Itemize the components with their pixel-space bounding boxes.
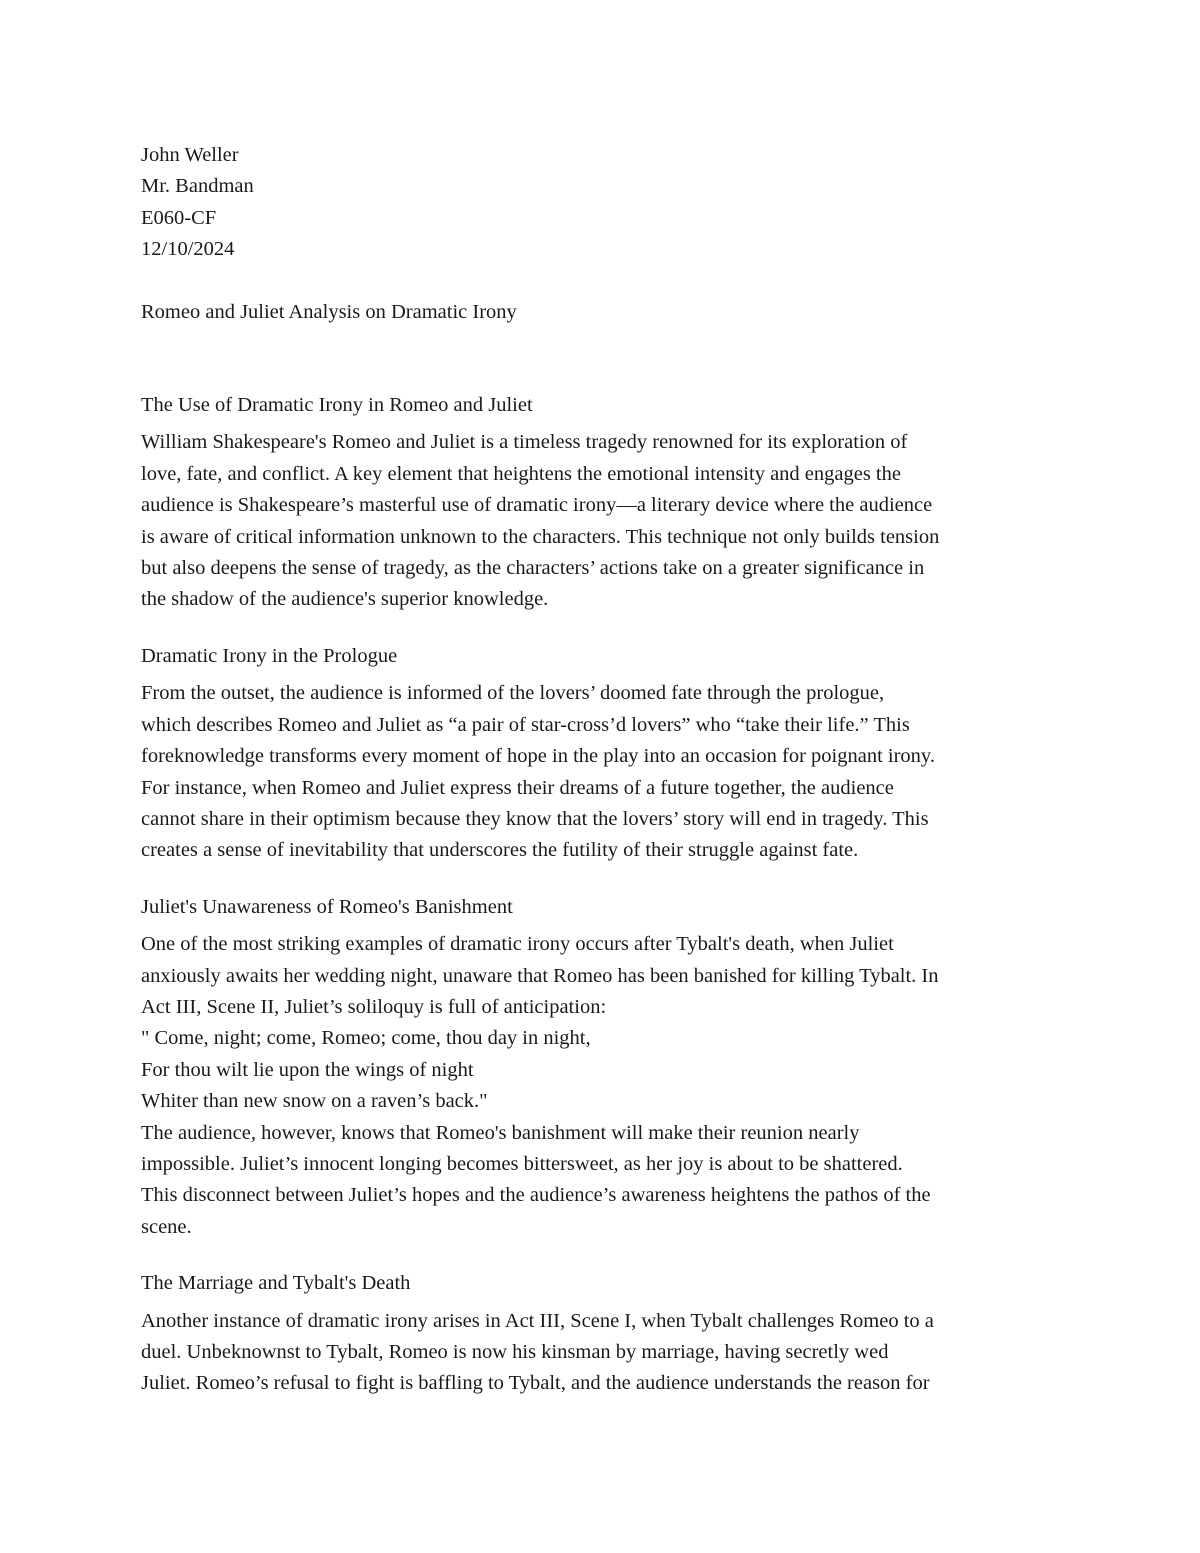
- section-heading: The Marriage and Tybalt's Death: [141, 1272, 411, 1295]
- paragraph-line: love, fate, and conflict. A key element that heightens the emotional intensity and engages the: [141, 462, 901, 485]
- quote-line: " Come, night; come, Romeo; come, thou day in night,: [141, 1027, 591, 1050]
- section-2: [141, 641, 1071, 867]
- paragraph: [141, 929, 1071, 1243]
- section-heading: The Use of Dramatic Irony in Romeo and Juliet: [141, 394, 533, 417]
- section-3: [141, 892, 1071, 1243]
- quote-line: For thou wilt lie upon the wings of night: [141, 1058, 474, 1081]
- paragraph-line: One of the most striking examples of dramatic irony occurs after Tybalt's death, when Juliet: [141, 933, 894, 956]
- paragraph-line: The audience, however, knows that Romeo's banishment will make their reunion nearly: [141, 1121, 860, 1144]
- document-title: Romeo and Juliet Analysis on Dramatic Irony: [141, 300, 517, 323]
- paragraph: [141, 1306, 1071, 1400]
- paragraph-line: audience is Shakespeare’s masterful use of dramatic irony—a literary device where the audience: [141, 494, 933, 517]
- paragraph-line: Act III, Scene II, Juliet’s soliloquy is full of anticipation:: [141, 995, 607, 1018]
- paragraph-line: scene.: [141, 1215, 192, 1238]
- document-date: 12/10/2024: [141, 238, 235, 261]
- paragraph-line: creates a sense of inevitability that underscores the futility of their struggle against fate.: [141, 839, 859, 862]
- quote-line: Whiter than new snow on a raven’s back.": [141, 1090, 488, 1113]
- section-4: [141, 1268, 1071, 1400]
- course-code: E060-CF: [141, 206, 217, 229]
- paragraph-line: This disconnect between Juliet’s hopes and the audience’s awareness heightens the pathos of the: [141, 1184, 931, 1207]
- teacher-name: Mr. Bandman: [141, 175, 254, 198]
- paragraph-line: For instance, when Romeo and Juliet express their dreams of a future together, the audience: [141, 776, 894, 799]
- paragraph-line: impossible. Juliet’s innocent longing becomes bittersweet, as her joy is about to be shattered.: [141, 1152, 903, 1175]
- paragraph-line: cannot share in their optimism because they know that the lovers’ story will end in tragedy. This: [141, 807, 929, 830]
- paragraph-line: Another instance of dramatic irony arises in Act III, Scene I, when Tybalt challenges Romeo to a: [141, 1309, 934, 1332]
- paragraph-line: foreknowledge transforms every moment of hope in the play into an occasion for poignant irony.: [141, 745, 935, 768]
- paragraph-line: the shadow of the audience's superior knowledge.: [141, 588, 549, 611]
- paragraph: [141, 678, 1071, 866]
- section-heading: Dramatic Irony in the Prologue: [141, 644, 398, 667]
- paragraph-line: William Shakespeare's Romeo and Juliet is a timeless tragedy renowned for its exploration of: [141, 431, 908, 454]
- paragraph-line: anxiously awaits her wedding night, unaware that Romeo has been banished for killing Tybalt. In: [141, 964, 939, 987]
- author-name: John Weller: [141, 144, 239, 166]
- paragraph-line: which describes Romeo and Juliet as “a pair of star-cross’d lovers” who “take their life.” This: [141, 713, 910, 736]
- header-block: [141, 140, 1071, 266]
- section-heading: Juliet's Unawareness of Romeo's Banishment: [141, 895, 513, 918]
- paragraph-line: but also deepens the sense of tragedy, as the characters’ actions take on a greater significance in: [141, 557, 925, 580]
- paragraph-line: is aware of critical information unknown to the characters. This technique not only builds tension: [141, 525, 940, 548]
- paragraph-line: Juliet. Romeo’s refusal to fight is baffling to Tybalt, and the audience understands the reason for: [141, 1372, 930, 1395]
- document-page: [141, 140, 1071, 1400]
- paragraph: [141, 427, 1071, 615]
- paragraph-line: duel. Unbeknownst to Tybalt, Romeo is now his kinsman by marriage, having secretly wed: [141, 1341, 889, 1363]
- paragraph-line: From the outset, the audience is informed of the lovers’ doomed fate through the prologue,: [141, 682, 885, 705]
- section-1: [141, 390, 1071, 616]
